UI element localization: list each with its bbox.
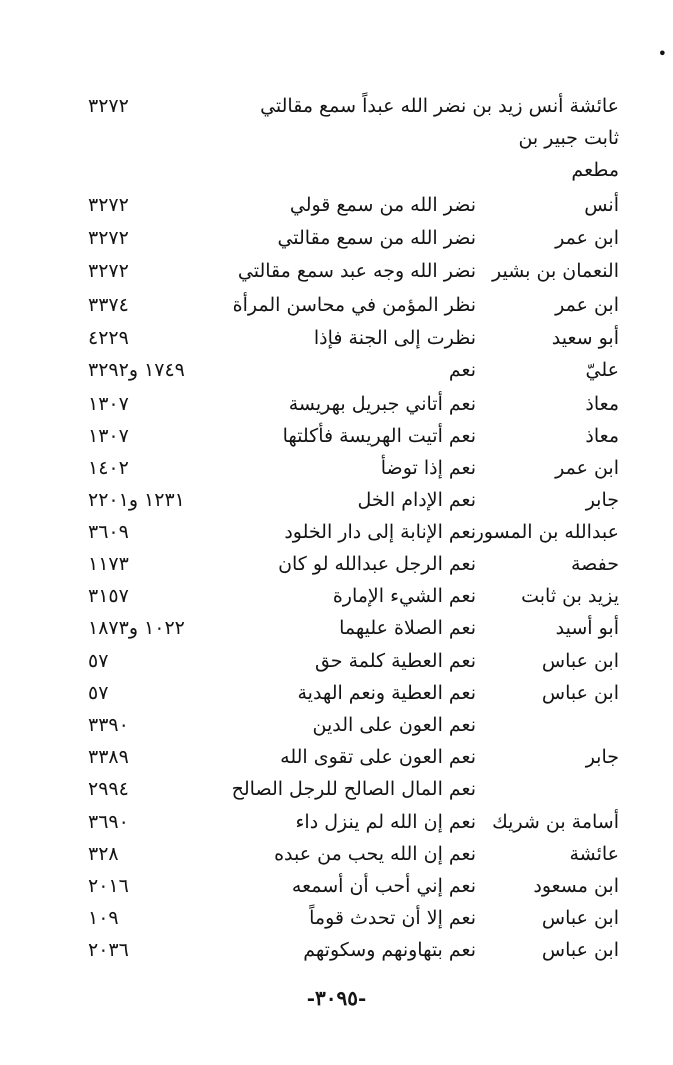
hadith-text: نظر المؤمن في محاسن المرأة xyxy=(232,294,476,316)
index-entry xyxy=(0,709,673,741)
hadith-number: ٢٠١٦ xyxy=(88,875,129,897)
index-entry xyxy=(0,289,673,321)
hadith-text: نضر الله وجه عبد سمع مقالتي xyxy=(237,260,476,282)
narrator-name: ابن عباس xyxy=(541,682,619,704)
index-entry xyxy=(0,902,673,934)
hadith-number: ٣٦٩٠ xyxy=(88,811,129,833)
index-entry xyxy=(0,189,673,221)
index-entry xyxy=(0,612,673,644)
index-entry xyxy=(0,420,673,452)
hadith-text: نعم الشيء الإمارة xyxy=(332,585,476,607)
hadith-text: نعم المال الصالح للرجل الصالح xyxy=(231,778,476,800)
hadith-number: ٣٢٧٢ xyxy=(88,260,129,282)
hadith-number: ٣٢٧٢ xyxy=(88,227,129,249)
index-entry xyxy=(0,354,673,386)
hadith-number: ١٧٤٩ و٣٢٩٢ xyxy=(88,359,185,381)
hadith-text: نعم xyxy=(448,359,476,381)
index-entry xyxy=(0,122,673,154)
index-entry xyxy=(0,548,673,580)
narrator-name: عائشة أنس زيد بن نضر الله عبداً سمع مقالتي xyxy=(260,95,619,117)
hadith-number: ١٠٩ xyxy=(88,907,119,929)
index-entry xyxy=(0,452,673,484)
hadith-text: نعم الإنابة إلى دار الخلود xyxy=(284,521,476,543)
narrator-name: يزيد بن ثابت xyxy=(521,585,619,607)
index-entry xyxy=(0,484,673,516)
narrator-name: ابن عمر xyxy=(555,294,619,316)
narrator-name: عبدالله بن المسور xyxy=(474,521,619,543)
hadith-number: ٣٣٨٩ xyxy=(88,746,129,768)
page-number: -٣٠٩٥- xyxy=(306,986,367,1010)
hadith-text: نعم إن الله يحب من عبده xyxy=(274,843,476,865)
index-entry xyxy=(0,322,673,354)
narrator-name: ابن عمر xyxy=(555,227,619,249)
index-entry xyxy=(0,255,673,287)
index-entry xyxy=(0,516,673,548)
index-entry xyxy=(0,645,673,677)
hadith-number: ٣١٥٧ xyxy=(88,585,129,607)
hadith-text: نعم الإدام الخل xyxy=(357,489,476,511)
index-entry xyxy=(0,388,673,420)
hadith-number: ١٣٠٧ xyxy=(88,393,129,415)
hadith-number: ٢٠٣٦ xyxy=(88,939,129,961)
hadith-number: ٥٧ xyxy=(88,682,109,704)
hadith-number: ٣٢٧٢ xyxy=(88,194,129,216)
hadith-text: نعم العطية كلمة حق xyxy=(314,650,476,672)
hadith-number: ٣٣٩٠ xyxy=(88,714,129,736)
hadith-text: نضر الله من سمع قولي xyxy=(289,194,476,216)
narrator-name: ابن مسعود xyxy=(533,875,619,897)
hadith-text: نعم الرجل عبدالله لو كان xyxy=(278,553,476,575)
hadith-number: ١٢٣١ و٢٢٠١ xyxy=(88,489,185,511)
index-entry xyxy=(0,677,673,709)
narrator-name: أبو سعيد xyxy=(551,327,619,349)
index-entry xyxy=(0,580,673,612)
hadith-text: نعم إذا توضأ xyxy=(380,457,476,479)
narrator-name: ابن عمر xyxy=(555,457,619,479)
hadith-number: ٥٧ xyxy=(88,650,109,672)
index-entry xyxy=(0,838,673,870)
hadith-number: ١٠٢٢ و١٨٧٣ xyxy=(88,617,185,639)
margin-mark: • xyxy=(657,44,667,63)
narrator-name: عائشة xyxy=(569,843,619,865)
hadith-text: نعم إلا أن تحدث قوماً xyxy=(309,907,476,929)
narrator-name: عليّ xyxy=(585,359,619,381)
hadith-text: نعم بتهاونهم وسكوتهم xyxy=(303,939,476,961)
index-entry xyxy=(0,934,673,966)
narrator-name: أبو أسيد xyxy=(555,617,619,639)
index-entry xyxy=(0,806,673,838)
narrator-name: ابن عباس xyxy=(541,650,619,672)
narrator-name: أنس xyxy=(584,194,619,216)
narrator-name: جابر xyxy=(585,746,619,768)
narrator-name: جابر xyxy=(585,489,619,511)
narrator-name: ثابت جبير بن xyxy=(518,127,619,149)
narrator-name: ابن عباس xyxy=(541,907,619,929)
narrator-name: ابن عباس xyxy=(541,939,619,961)
hadith-number: ٣٦٠٩ xyxy=(88,521,129,543)
narrator-name: حفصة xyxy=(570,553,619,575)
hadith-text: نعم العون على الدين xyxy=(312,714,476,736)
hadith-number: ١٣٠٧ xyxy=(88,425,129,447)
hadith-text: نعم إني أحب أن أسمعه xyxy=(291,875,476,897)
hadith-text: نعم العون على تقوى الله xyxy=(280,746,476,768)
hadith-number: ١٤٠٢ xyxy=(88,457,129,479)
index-entry xyxy=(0,154,673,186)
narrator-name: أسامة بن شريك xyxy=(492,811,619,833)
hadith-number: ٣٣٧٤ xyxy=(88,294,129,316)
hadith-text: نعم الصلاة عليهما xyxy=(339,617,476,639)
narrator-name: النعمان بن بشير xyxy=(492,260,619,282)
index-entry xyxy=(0,741,673,773)
hadith-text: نضر الله من سمع مقالتي xyxy=(277,227,476,249)
index-entry xyxy=(0,222,673,254)
index-entry xyxy=(0,90,673,122)
hadith-text: نعم أتيت الهريسة فأكلتها xyxy=(282,425,476,447)
narrator-name: معاذ xyxy=(585,393,619,415)
hadith-number: ٣٢٧٢ xyxy=(88,95,129,117)
hadith-number: ٣٢٨ xyxy=(88,843,119,865)
hadith-text: نعم إن الله لم ينزل داء xyxy=(295,811,476,833)
narrator-name: معاذ xyxy=(585,425,619,447)
hadith-number: ١١٧٣ xyxy=(88,553,129,575)
hadith-text: نعم العطية ونعم الهدية xyxy=(297,682,476,704)
narrator-name: مطعم xyxy=(571,159,619,181)
hadith-text: نعم أتاني جبريل بهريسة xyxy=(288,393,476,415)
hadith-number: ٤٢٢٩ xyxy=(88,327,129,349)
index-entry xyxy=(0,773,673,805)
index-entry xyxy=(0,870,673,902)
hadith-text: نظرت إلى الجنة فإذا xyxy=(313,327,476,349)
hadith-number: ٢٩٩٤ xyxy=(88,778,129,800)
